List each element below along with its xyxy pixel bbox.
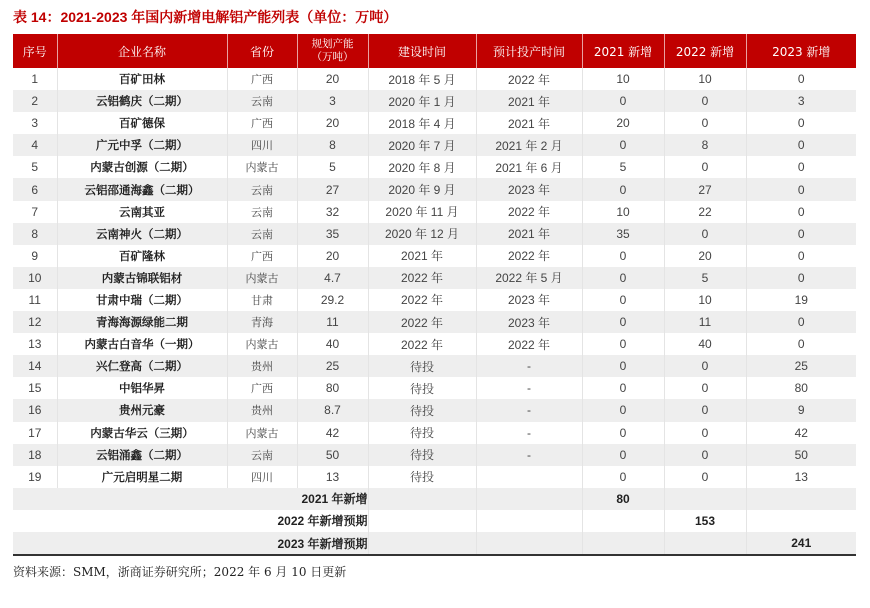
- cell-2023: 0: [746, 311, 856, 333]
- cell-2021: 5: [582, 156, 664, 178]
- cell-2021: 0: [582, 90, 664, 112]
- cell-seq: 17: [13, 422, 57, 444]
- cell-2021: 0: [582, 245, 664, 267]
- cell-company: 云南其亚: [57, 201, 227, 223]
- cell-capacity: 5: [297, 156, 368, 178]
- table-row: [13, 466, 856, 488]
- cell-expected: 2022 年: [476, 68, 582, 90]
- cell-company: 内蒙古华云（三期）: [57, 422, 227, 444]
- cell-expected: 2022 年: [476, 333, 582, 355]
- cell-province: 内蒙古: [227, 267, 297, 289]
- cell-2023: 0: [746, 267, 856, 289]
- cell-company: 广元启明星二期: [57, 466, 227, 488]
- cell-expected: 2021 年 2 月: [476, 134, 582, 156]
- summary-row-2022: [13, 510, 856, 532]
- cell-2022: 22: [664, 201, 746, 223]
- cell-seq: 2: [13, 90, 57, 112]
- cell-capacity: 4.7: [297, 267, 368, 289]
- cell-expected: 2021 年: [476, 112, 582, 134]
- cell-build: 待投: [368, 355, 476, 377]
- cell-province: 内蒙古: [227, 333, 297, 355]
- cell-2023: 3: [746, 90, 856, 112]
- cell-2022: 0: [664, 399, 746, 421]
- summary-value-2023: 241: [746, 532, 856, 555]
- cell-province: 云南: [227, 201, 297, 223]
- cell-expected: 2022 年: [476, 201, 582, 223]
- cell-build: 2022 年: [368, 311, 476, 333]
- cell-capacity: 27: [297, 178, 368, 200]
- cell-capacity: 13: [297, 466, 368, 488]
- cell-expected: -: [476, 422, 582, 444]
- cell-2022: 0: [664, 156, 746, 178]
- cell-2023: 0: [797, 204, 805, 219]
- cell-2022: 8: [664, 134, 746, 156]
- cell-expected: 2022 年 5 月: [476, 267, 582, 289]
- table-row: [13, 311, 856, 333]
- cell-capacity: 20: [297, 245, 368, 267]
- summary-label-2023: 2023 年新增预期: [13, 532, 368, 555]
- header-province: 省份: [227, 34, 297, 68]
- cell-expected: -: [476, 377, 582, 399]
- cell-province: 云南: [227, 178, 297, 200]
- cell-expected: -: [476, 355, 582, 377]
- cell-seq: 1: [13, 68, 57, 90]
- cell-seq: 9: [13, 245, 57, 267]
- source-note: 资料来源：SMM，浙商证券研究所；2022 年 6 月 10 日更新: [13, 565, 347, 579]
- cell-2021: 35: [582, 223, 664, 245]
- cell-capacity: 35: [297, 223, 368, 245]
- table-row: [13, 333, 856, 355]
- cell-seq: 11: [13, 289, 57, 311]
- table-row: [13, 422, 856, 444]
- cell-company: 百矿隆林: [57, 245, 227, 267]
- summary-row-2021: [13, 488, 856, 510]
- cell-seq: 10: [13, 267, 57, 289]
- cell-2021: 0: [582, 466, 664, 488]
- cell-capacity: 80: [297, 377, 368, 399]
- table-row: [13, 245, 856, 267]
- cell-province: 内蒙古: [227, 422, 297, 444]
- cell-company: 云铝鹤庆（二期）: [57, 90, 227, 112]
- cell-expected: 2023 年: [476, 311, 582, 333]
- cell-2023: 80: [794, 381, 808, 396]
- table-row: [13, 223, 856, 245]
- cell-build: 2020 年 11 月: [368, 201, 476, 223]
- cell-company: 云铝邵通海鑫（二期）: [57, 178, 227, 200]
- cell-2021: 0: [582, 377, 664, 399]
- cell-province: 广西: [227, 245, 297, 267]
- cell-seq: 19: [13, 466, 57, 488]
- cell-capacity: 11: [297, 311, 368, 333]
- cell-seq: 15: [13, 377, 57, 399]
- cell-province: 云南: [227, 444, 297, 466]
- cell-capacity: 42: [297, 422, 368, 444]
- cell-2023: 0: [746, 223, 856, 245]
- cell-2023: 0: [797, 248, 805, 263]
- cell-2023: 9: [746, 399, 856, 421]
- cell-build: 待投: [368, 377, 476, 399]
- cell-company: 内蒙古创源（二期）: [57, 156, 227, 178]
- cell-2022: 0: [664, 466, 746, 488]
- cell-2021: 0: [582, 399, 664, 421]
- cell-2021: 10: [582, 201, 664, 223]
- cell-capacity: 20: [297, 112, 368, 134]
- cell-build: 2018 年 5 月: [368, 68, 476, 90]
- cell-company: 贵州元豪: [57, 399, 227, 421]
- cell-2021: 0: [582, 444, 664, 466]
- cell-province: 贵州: [227, 355, 297, 377]
- cell-province: 内蒙古: [227, 156, 297, 178]
- table-header-row: [13, 34, 856, 68]
- cell-2023: 0: [797, 72, 805, 87]
- cell-2023: 0: [746, 178, 856, 200]
- cell-2022: 0: [664, 112, 746, 134]
- cell-company: 甘肃中瑞（二期）: [57, 289, 227, 311]
- table-title: 表 14：2021-2023 年国内新增电解铝产能列表（单位：万吨）: [13, 9, 398, 25]
- header-company: 企业名称: [57, 34, 227, 68]
- cell-seq: 8: [13, 223, 57, 245]
- cell-2021: 0: [582, 422, 664, 444]
- cell-2021: 0: [582, 333, 664, 355]
- cell-build: 2022 年: [368, 267, 476, 289]
- table-row: [13, 444, 856, 466]
- table-row: [13, 112, 856, 134]
- cell-2022: 0: [664, 90, 746, 112]
- cell-province: 贵州: [227, 399, 297, 421]
- cell-province: 广西: [227, 68, 297, 90]
- header-build-time: 建设时间: [368, 34, 476, 68]
- cell-2022: 10: [664, 289, 746, 311]
- cell-capacity: 8: [297, 134, 368, 156]
- cell-seq: 3: [13, 112, 57, 134]
- cell-province: 甘肃: [227, 289, 297, 311]
- cell-2022: 0: [664, 355, 746, 377]
- cell-2022: 0: [664, 377, 746, 399]
- cell-expected: -: [476, 399, 582, 421]
- cell-2023: 0: [797, 116, 805, 131]
- cell-2023: 42: [794, 425, 808, 440]
- cell-seq: 14: [13, 355, 57, 377]
- cell-province: 青海: [227, 311, 297, 333]
- cell-2023: 13: [794, 469, 808, 484]
- cell-province: 云南: [227, 223, 297, 245]
- cell-build: 待投: [368, 422, 476, 444]
- cell-seq: 5: [13, 156, 57, 178]
- cell-2021: 0: [582, 134, 664, 156]
- table-row: [13, 68, 856, 90]
- table-row: [13, 156, 856, 178]
- summary-value-2022: 153: [664, 510, 746, 532]
- cell-2021: 0: [582, 311, 664, 333]
- cell-capacity: 25: [297, 355, 368, 377]
- cell-capacity: 40: [297, 333, 368, 355]
- cell-2023: 0: [797, 337, 805, 352]
- cell-company: 百矿田林: [57, 68, 227, 90]
- cell-seq: 12: [13, 311, 57, 333]
- table-row: [13, 134, 856, 156]
- cell-2022: 5: [664, 267, 746, 289]
- cell-build: 2021 年: [368, 245, 476, 267]
- cell-2021: 0: [582, 178, 664, 200]
- cell-company: 百矿德保: [57, 112, 227, 134]
- summary-label-2021: 2021 年新增: [13, 488, 368, 510]
- cell-build: 2022 年: [368, 333, 476, 355]
- cell-2021: 10: [582, 68, 664, 90]
- header-expected-time: 预计投产时间: [476, 34, 582, 68]
- summary-value-2021: 80: [582, 488, 664, 510]
- cell-seq: 7: [13, 201, 57, 223]
- cell-capacity: 3: [297, 90, 368, 112]
- cell-2023: 25: [746, 355, 856, 377]
- cell-2022: 11: [664, 311, 746, 333]
- cell-expected: [476, 466, 582, 488]
- table-row: [13, 201, 856, 223]
- header-2022: 2022 新增: [664, 34, 746, 68]
- cell-expected: 2023 年: [476, 178, 582, 200]
- cell-expected: 2023 年: [476, 289, 582, 311]
- cell-capacity: 32: [297, 201, 368, 223]
- cell-province: 广西: [227, 377, 297, 399]
- cell-build: 2022 年: [368, 289, 476, 311]
- cell-2021: 20: [582, 112, 664, 134]
- header-seq: 序号: [13, 34, 57, 68]
- cell-build: 2020 年 7 月: [368, 134, 476, 156]
- header-capacity: [297, 34, 368, 68]
- table-row: [13, 355, 856, 377]
- header-2023: 2023 新增: [746, 34, 856, 68]
- cell-company: 兴仁登高（二期）: [57, 355, 227, 377]
- cell-build: 2020 年 9 月: [368, 178, 476, 200]
- cell-build: 待投: [368, 466, 476, 488]
- cell-2022: 0: [664, 444, 746, 466]
- cell-2022: 20: [664, 245, 746, 267]
- cell-seq: 13: [13, 333, 57, 355]
- cell-company: 云铝涌鑫（二期）: [57, 444, 227, 466]
- cell-build: 2020 年 1 月: [368, 90, 476, 112]
- cell-seq: 4: [13, 134, 57, 156]
- header-2021: 2021 新增: [582, 34, 664, 68]
- cell-province: 云南: [227, 90, 297, 112]
- table-row: [13, 267, 856, 289]
- cell-province: 广西: [227, 112, 297, 134]
- cell-2021: 0: [582, 355, 664, 377]
- table-row: [13, 377, 856, 399]
- cell-company: 广元中孚（二期）: [57, 134, 227, 156]
- cell-build: 2020 年 8 月: [368, 156, 476, 178]
- cell-expected: 2021 年 6 月: [476, 156, 582, 178]
- table-row: [13, 90, 856, 112]
- cell-capacity: 50: [297, 444, 368, 466]
- cell-company: 云南神火（二期）: [57, 223, 227, 245]
- cell-2022: 27: [664, 178, 746, 200]
- cell-company: 中铝华昇: [57, 377, 227, 399]
- capacity-table: [13, 34, 856, 556]
- cell-build: 待投: [368, 399, 476, 421]
- cell-capacity: 20: [297, 68, 368, 90]
- cell-2022: 0: [664, 422, 746, 444]
- cell-seq: 18: [13, 444, 57, 466]
- cell-seq: 6: [13, 178, 57, 200]
- cell-build: 2018 年 4 月: [368, 112, 476, 134]
- cell-2022: 0: [664, 223, 746, 245]
- cell-2021: 0: [582, 289, 664, 311]
- cell-2023: 0: [746, 134, 856, 156]
- cell-2021: 0: [582, 267, 664, 289]
- cell-capacity: 29.2: [297, 289, 368, 311]
- cell-company: 内蒙古锦联铝材: [57, 267, 227, 289]
- table-row: [13, 178, 856, 200]
- header-capacity-line1: 规划产能: [311, 38, 354, 50]
- summary-row-2023: [13, 532, 856, 555]
- cell-2023: 50: [746, 444, 856, 466]
- cell-company: 青海海源绿能二期: [57, 311, 227, 333]
- cell-company: 内蒙古白音华（一期）: [57, 333, 227, 355]
- summary-label-2022: 2022 年新增预期: [13, 510, 368, 532]
- cell-build: 2020 年 12 月: [368, 223, 476, 245]
- cell-build: 待投: [368, 444, 476, 466]
- table-row: [13, 399, 856, 421]
- header-capacity-line2: （万吨）: [311, 51, 354, 63]
- cell-2022: 10: [664, 68, 746, 90]
- cell-2023: 0: [797, 160, 805, 175]
- cell-expected: 2021 年: [476, 223, 582, 245]
- cell-2022: 40: [664, 333, 746, 355]
- cell-expected: -: [476, 444, 582, 466]
- cell-expected: 2022 年: [476, 245, 582, 267]
- table-row: [13, 289, 856, 311]
- cell-province: 四川: [227, 134, 297, 156]
- cell-capacity: 8.7: [297, 399, 368, 421]
- cell-seq: 16: [13, 399, 57, 421]
- cell-expected: 2021 年: [476, 90, 582, 112]
- cell-province: 四川: [227, 466, 297, 488]
- cell-2023: 19: [794, 292, 808, 307]
